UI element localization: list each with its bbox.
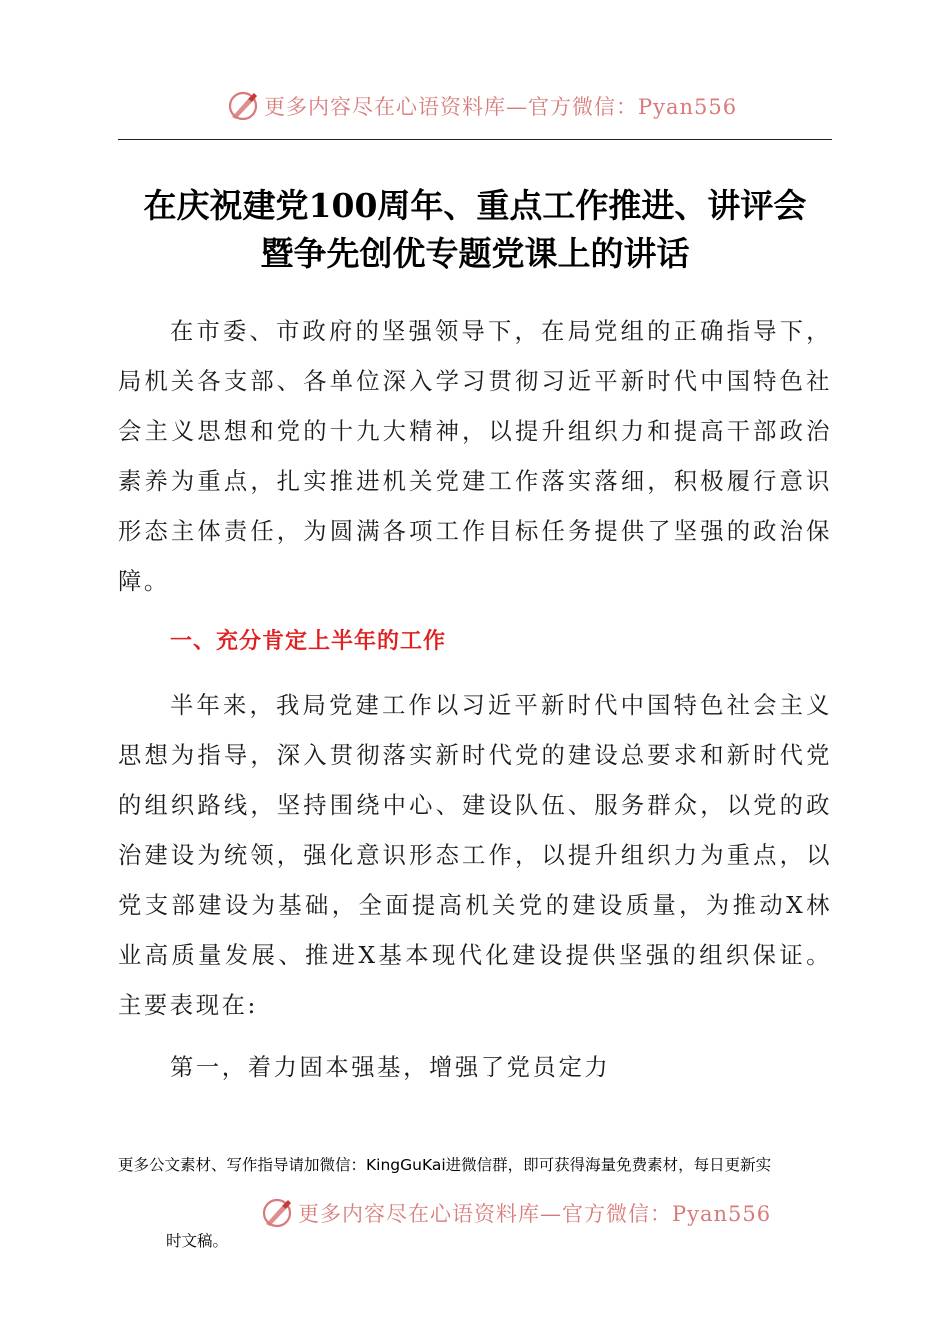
body-paragraph-3: 第一，着力固本强基，增强了党员定力 — [170, 1054, 611, 1081]
watermark-text: 更多内容尽在心语资料库—官方微信：Pyan556 — [298, 1202, 772, 1226]
footer-note-line-1: 更多公文素材、写作指导请加微信：KingGuKai进微信群，即可获得海量免费素材，每日更新实 — [118, 1156, 772, 1174]
header-watermark — [226, 86, 737, 126]
header-divider — [118, 139, 832, 140]
document-title — [110, 182, 840, 278]
title-line-2: 暨争先创优专题党课上的讲话 — [260, 234, 690, 273]
footer-watermark — [260, 1193, 771, 1233]
footer-note-line-2: 时文稿。 — [166, 1232, 229, 1250]
title-line-1: 在庆祝建党100周年、重点工作推进、讲评会 — [143, 186, 807, 225]
section-heading: 一、充分肯定上半年的工作 — [170, 629, 447, 654]
body-paragraph-2: 半年来，我局党建工作以习近平新时代中国特色社会主义思想为指导，深入贯彻落实新时代党的建设总要求和新时代党的组织路线，坚持围绕中心、建设队伍、服务群众，以党的政治建设为统领，强化意识形态工作，以提升组织力为重点，以党支部建设为基础，全面提高机关党的建设质量，为推动X林业高质量发展、推进X基本现代化建设提供坚强的组织保证。主要表现在: — [118, 692, 832, 1019]
body-paragraph-1: 在市委、市政府的坚强领导下，在局党组的正确指导下，局机关各支部、各单位深入学习贯彻习近平新时代中国特色社会主义思想和党的十九大精神，以提升组织力和提高干部政治素养为重点，扎实推进机关党建工作落实落细，积极履行意识形态主体责任，为圆满各项工作目标任务提供了坚强的政治保障。 — [118, 318, 832, 595]
watermark-text: 更多内容尽在心语资料库—官方微信：Pyan556 — [264, 95, 738, 119]
pen-logo-icon — [226, 89, 260, 123]
pen-logo-icon — [260, 1196, 294, 1230]
